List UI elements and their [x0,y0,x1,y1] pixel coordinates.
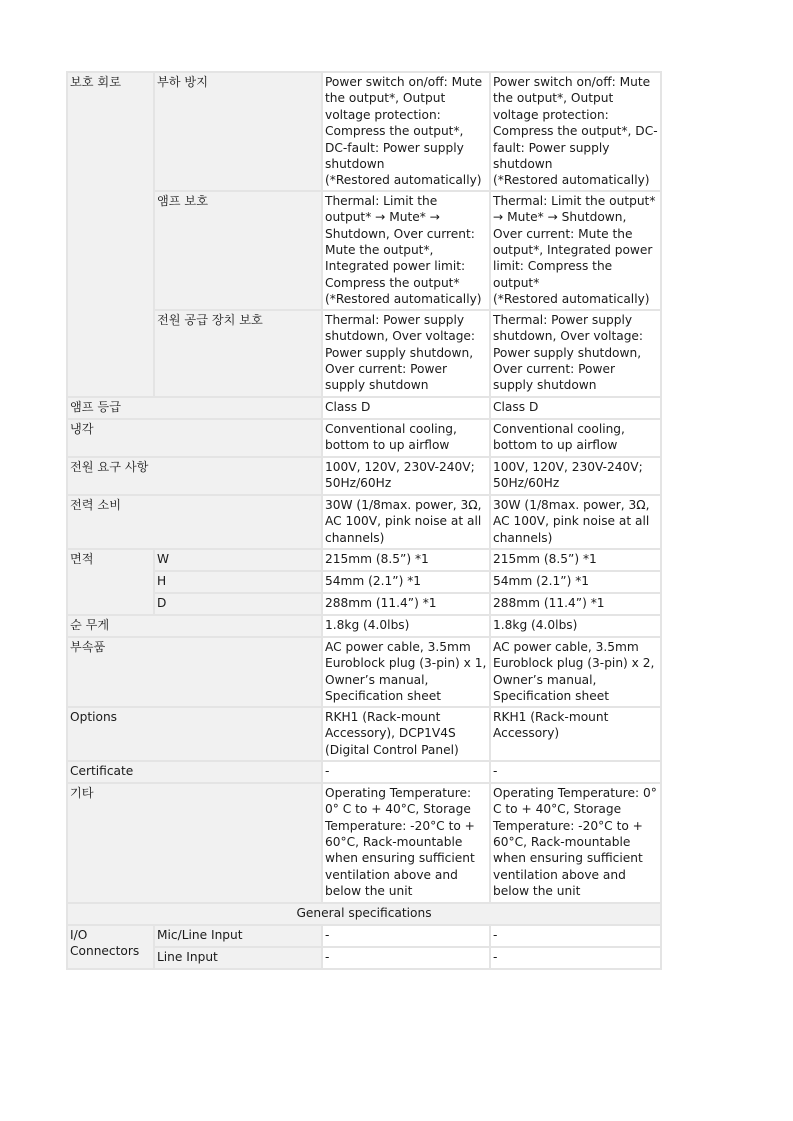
mic-line-input-label: Mic/Line Input [155,926,321,946]
depth-value-2: 288mm (11.4”) *1 [491,594,660,614]
width-value-2: 215mm (8.5”) *1 [491,550,660,570]
power-requirements-label: 전원 요구 사항 [68,458,321,494]
table-row [68,311,660,396]
protection-label: 보호 회로 [68,73,153,396]
power-requirements-value-1: 100V, 120V, 230V-240V; 50Hz/60Hz [323,458,489,494]
accessories-value-1: AC power cable, 3.5mm Euroblock plug (3-pin) x 1, Owner’s manual, Specification sheet [323,638,489,706]
certificate-label: Certificate [68,762,321,782]
table-row [68,192,660,309]
table-row [68,73,660,190]
accessories-label: 부속품 [68,638,321,706]
power-consumption-label: 전력 소비 [68,496,321,548]
height-value-1: 54mm (2.1”) *1 [323,572,489,592]
table-row [68,948,660,968]
amp-protection-label: 앰프 보호 [155,192,321,309]
table-row [68,458,660,494]
table-row [68,496,660,548]
table-row [68,784,660,902]
line-input-value-2: - [491,948,660,968]
other-label: 기타 [68,784,321,902]
psu-protection-label: 전원 공급 장치 보호 [155,311,321,396]
certificate-value-1: - [323,762,489,782]
width-label: W [155,550,321,570]
options-value-2: RKH1 (Rack-mount Accessory) [491,708,660,760]
cooling-value-1: Conventional cooling, bottom to up airflow [323,420,489,456]
depth-label: D [155,594,321,614]
table-row [68,616,660,636]
table-row [68,708,660,760]
table-row [68,420,660,456]
height-label: H [155,572,321,592]
other-value-2: Operating Temperature: 0° C to + 40°C, Storage Temperature: -20°C to + 60°C, Rack-mountable when ensuring sufficient ventilation above and below the unit [491,784,660,902]
mic-line-input-value-1: - [323,926,489,946]
table-row [68,594,660,614]
table-row [68,762,660,782]
weight-value-1: 1.8kg (4.0lbs) [323,616,489,636]
weight-value-2: 1.8kg (4.0lbs) [491,616,660,636]
load-protection-value-1: Power switch on/off: Mute the output*, Output voltage protection: Compress the output*, DC-fault: Power supply shutdown (*Restored automatically) [323,73,489,190]
mic-line-input-value-2: - [491,926,660,946]
power-consumption-value-1: 30W (1/8max. power, 3Ω, AC 100V, pink noise at all channels) [323,496,489,548]
weight-label: 순 무게 [68,616,321,636]
certificate-value-2: - [491,762,660,782]
io-connectors-label: I/O Connectors [68,926,153,968]
options-value-1: RKH1 (Rack-mount Accessory), DCP1V4S (Digital Control Panel) [323,708,489,760]
width-value-1: 215mm (8.5”) *1 [323,550,489,570]
cooling-label: 냉각 [68,420,321,456]
table-row [68,398,660,418]
amp-protection-value-2: Thermal: Limit the output* → Mute* → Shutdown, Over current: Mute the output*, Integrated power limit: Compress the output* (*Restored automatically) [491,192,660,309]
table-row [68,550,660,570]
amp-protection-value-1: Thermal: Limit the output* → Mute* → Shutdown, Over current: Mute the output*, Integrated power limit: Compress the output* (*Restored automatically) [323,192,489,309]
line-input-value-1: - [323,948,489,968]
dimensions-label: 면적 [68,550,153,614]
options-label: Options [68,708,321,760]
general-specifications-heading: General specifications [68,904,660,924]
height-value-2: 54mm (2.1”) *1 [491,572,660,592]
load-protection-value-2: Power switch on/off: Mute the output*, Output voltage protection: Compress the output*, DC-fault: Power supply shutdown (*Restored automatically) [491,73,660,190]
amp-class-label: 앰프 등급 [68,398,321,418]
load-protection-label: 부하 방지 [155,73,321,190]
power-consumption-value-2: 30W (1/8max. power, 3Ω, AC 100V, pink noise at all channels) [491,496,660,548]
other-value-1: Operating Temperature: 0° C to + 40°C, Storage Temperature: -20°C to + 60°C, Rack-mountable when ensuring sufficient ventilation above and below the unit [323,784,489,902]
spec-table [66,71,662,970]
amp-class-value-2: Class D [491,398,660,418]
amp-class-value-1: Class D [323,398,489,418]
cooling-value-2: Conventional cooling, bottom to up airflow [491,420,660,456]
psu-protection-value-2: Thermal: Power supply shutdown, Over voltage: Power supply shutdown, Over current: Power supply shutdown [491,311,660,396]
power-requirements-value-2: 100V, 120V, 230V-240V; 50Hz/60Hz [491,458,660,494]
table-row [68,904,660,924]
psu-protection-value-1: Thermal: Power supply shutdown, Over voltage: Power supply shutdown, Over current: Power supply shutdown [323,311,489,396]
depth-value-1: 288mm (11.4”) *1 [323,594,489,614]
table-row [68,926,660,946]
table-row [68,572,660,592]
accessories-value-2: AC power cable, 3.5mm Euroblock plug (3-pin) x 2, Owner’s manual, Specification sheet [491,638,660,706]
table-row [68,638,660,706]
line-input-label: Line Input [155,948,321,968]
